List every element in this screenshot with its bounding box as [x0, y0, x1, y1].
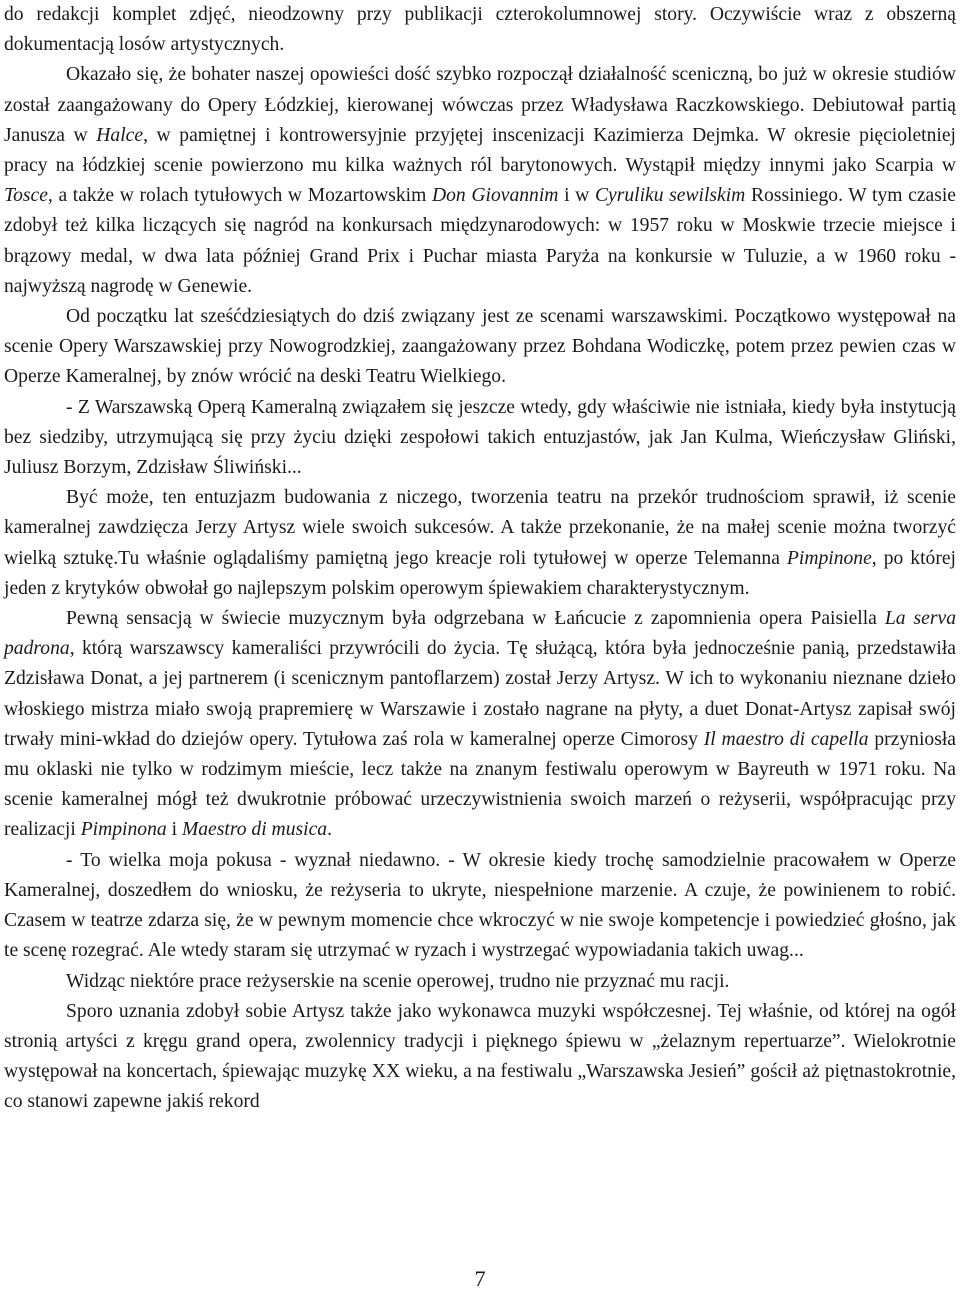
paragraph — [4, 604, 956, 846]
text-run: Rossiniego. W tym czasie zdobył też kilka liczących się nagród na konkursach międzynarodowych: w 1957 roku w Moskwie trzecie miejsce i brązowy medal, w dwa lata później Grand Prix i Puchar miasta Paryża na konkursie w Tuluzie, a w 1960 roku - najwyższą nagrodę w Genewie. — [4, 185, 956, 297]
text-run: , w pamiętnej i kontrowersyjnie przyjętej inscenizacji Kazimierza Dejmka. W okresie pięcioletniej pracy na łódzkiej scenie powierzono mu kilka ważnych ról barytonowych. Wystąpił między innymi jako Scarpia w — [4, 124, 956, 177]
text-run: - To wielka moja pokusa - wyznał niedawno. - W okresie kiedy trochę samodzielnie pracowałem w Operze Kameralnej, doszedłem do wniosku, że reżyseria to ukryte, niespełnione marzenie. A czuje, że powinienem to robić. Czasem w teatrze zdarza się, że w pewnym momencie chce wkroczyć w nie swoje kompetencje i powiedzieć głośno, jak te scenę rozegrać. Ale wtedy staram się utrzymać w ryzach i wystrzegać wypowiadania takich uwag... — [4, 849, 956, 962]
text-run: do redakcji komplet zdjęć, nieodzowny przy publikacji czterokolumnowej story. Oczywiście wraz z obszerną dokumentacją losów artystycznych. — [4, 4, 956, 56]
italic-title: La serva padrona — [4, 608, 956, 660]
text-run: Widząc niektóre prace reżyserskie na scenie operowej, trudno nie przyznać mu racji. — [66, 970, 730, 992]
paragraph — [4, 483, 956, 604]
paragraph — [4, 846, 956, 967]
text-run: , którą warszawscy kameraliści przywrócili do życia. Tę służącą, która była jednocześnie panią, przedstawiła Zdzisława Donat, a jej partnerem (i scenicznym pantoflarzem) został Jerzy Artysz. W ich to wykonaniu nieznane dzieło włoskiego mistrza miało swoją prapremierę w Warszawie i zostało nagrane na płyty, a duet Donat-Artysz zapisał swój trwały mini-wkład do dziejów opery. Tytułowa zaś rola w kameralnej operze Cimorosy — [4, 638, 956, 750]
text-run: przyniosła mu oklaski nie tylko w rodzimym mieście, lecz także na znanym festiwalu operowym w Bayreuth w 1971 roku. Na scenie kameralnej mógł też dwukrotnie próbować urzeczywistnienia swoich marzeń o reżyserii, współpracując przy realizacji — [4, 728, 956, 841]
italic-title: Pimpinona — [80, 819, 167, 841]
text-run: Okazało się, że bohater naszej opowieści dość szybko rozpoczął działalność sceniczną, bo już w okresie studiów został zaangażowany do Opery Łódzkiej, kierowanej wówczas przez Władysława Raczkowskiego. Debiutował partią Janusza w — [4, 64, 956, 146]
text-run: Pewną sensacją w świecie muzycznym była odgrzebana w Łańcucie z zapomnienia opera Paisiella — [66, 608, 885, 630]
paragraph — [4, 967, 956, 997]
italic-title: Halce — [96, 124, 144, 146]
paragraph — [4, 302, 956, 393]
text-run: i w — [558, 185, 595, 207]
text-run: - Z Warszawską Operą Kameralną związałem się jeszcze wtedy, gdy właściwie nie istniała, kiedy była instytucją bez siedziby, utrzymującą się przy życiu dzięki zespołowi takich entuzjastów, jak Jan Kulma, Wieńczysław Gliński, Juliusz Borzym, Zdzisław Śliwiński... — [4, 396, 956, 479]
paragraph — [4, 393, 956, 484]
article-body — [4, 0, 956, 1118]
italic-title: Don Giovannim — [431, 185, 559, 207]
text-run: Sporo uznania zdobył sobie Artysz także jako wykonawca muzyki współczesnej. Tej właśnie, od której na ogół stronią artyści z kręgu grand opera, zwolennicy tradycji i pięknego śpiewu w „żelaznym repertuarze”. Wielokrotnie występował na koncertach, śpiewając muzykę XX wieku, a na festiwalu „Warszawska Jesień” gościł aż piętnastokrotnie, co stanowi zapewne jakiś rekord — [4, 1000, 956, 1113]
document-page — [4, 0, 956, 1118]
italic-title: Il maestro di capella — [703, 728, 869, 750]
text-run: , po której jeden z krytyków obwołał go najlepszym polskim operowym śpiewakiem charakterystycznym. — [4, 547, 956, 599]
text-run: Być może, ten entuzjazm budowania z niczego, tworzenia teatru na przekór trudnościom sprawił, iż scenie kameralnej zawdzięcza Jerzy Artysz wiele swoich sukcesów. A także przekonanie, że na małej scenie można tworzyć wielką sztukę.Tu właśnie oglądaliśmy pamiętną jego kreacje roli tytułowej w operze Telemanna — [4, 487, 956, 569]
italic-title: Cyruliku sewilskim — [594, 185, 746, 207]
page-number: 7 — [474, 1266, 486, 1291]
paragraph — [4, 997, 956, 1118]
italic-title: Pimpinone — [786, 547, 872, 569]
italic-title: Tosce — [4, 185, 48, 207]
italic-title: Maestro di musica — [181, 819, 328, 841]
text-run: Od początku lat sześćdziesiątych do dziś związany jest ze scenami warszawskimi. Początkowo występował na scenie Opery Warszawskiej przy Nowogrodzkiej, zaangażowany przez Bohdana Wodiczkę, potem przez pewien czas w Operze Kameralnej, by znów wrócić na deski Teatru Wielkiego. — [4, 306, 956, 388]
text-run: , a także w rolach tytułowych w Mozartowskim — [47, 185, 432, 207]
text-run: . — [327, 819, 332, 841]
text-run: i — [166, 819, 182, 841]
paragraph — [4, 0, 956, 60]
paragraph — [4, 60, 956, 302]
